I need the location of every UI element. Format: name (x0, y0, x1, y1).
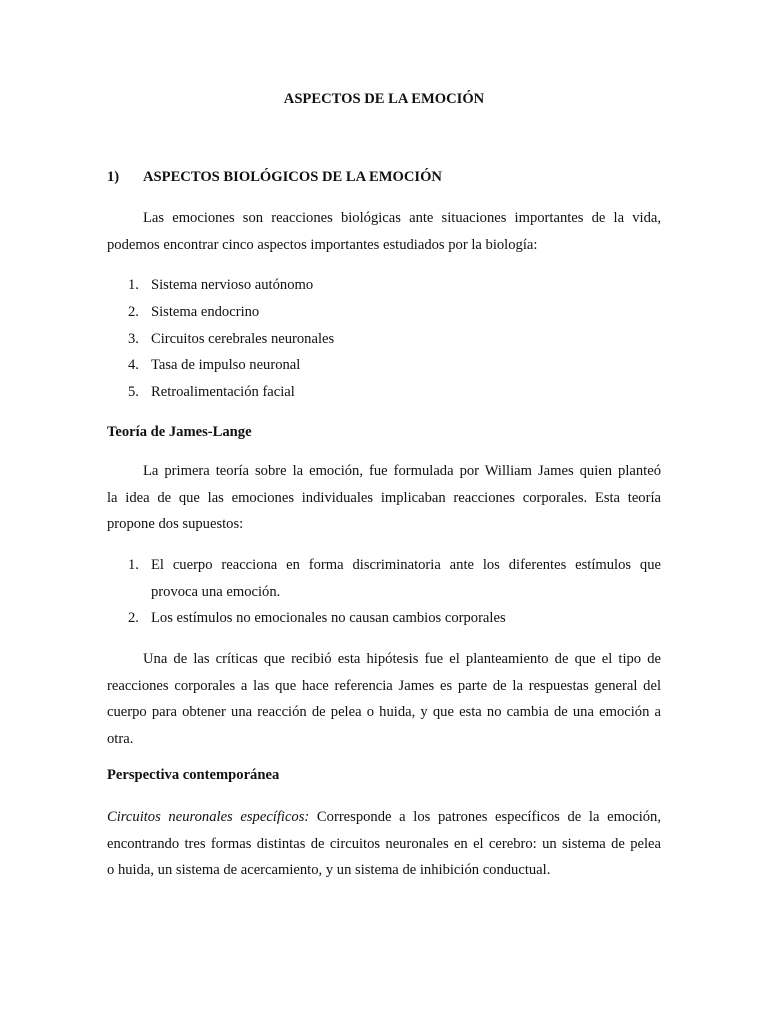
paragraph-line: encontrando tres formas distintas de circuitos neuronales en el cerebro: un sistema de pelea (107, 835, 661, 852)
list-number: 1. (128, 277, 139, 293)
list-item (128, 299, 259, 326)
list-item (128, 605, 506, 632)
list-number: 4. (128, 357, 139, 373)
list-number: 3. (128, 330, 139, 347)
list-item (128, 272, 313, 299)
paragraph-line: cuerpo para obtener una reacción de pelea o huida, y que esta no cambia de una emoción a (107, 704, 661, 720)
paragraph-line: podemos encontrar cinco aspectos importantes estudiados por la biología: (107, 236, 538, 253)
list-text: El cuerpo reacciona en forma discriminatoria ante los diferentes estímulos que (151, 557, 661, 573)
list-item (128, 352, 300, 379)
paragraph-line: reacciones corporales a las que hace referencia James es parte de la respuestas general del (107, 677, 661, 694)
paragraph-line: otra. (107, 730, 134, 747)
list-text: Sistema endocrino (151, 304, 260, 320)
list-number: 5. (128, 383, 139, 400)
subheading-contemporary: Perspectiva contemporánea (107, 767, 280, 783)
list-number: 2. (128, 610, 139, 626)
page-title: ASPECTOS DE LA EMOCIÓN (283, 91, 485, 107)
section-heading-text: ASPECTOS BIOLÓGICOS DE LA EMOCIÓN (143, 169, 442, 185)
paragraph-line (107, 804, 661, 831)
list-text: Sistema nervioso autónomo (151, 277, 314, 293)
james-lange-paragraph (107, 458, 661, 538)
section-heading (107, 169, 442, 186)
paragraph-line: Una de las críticas que recibió esta hipótesis fue el planteamiento de que el tipo de (143, 651, 661, 667)
paragraph-line: o huida, un sistema de acercamiento, y un sistema de inhibición conductual. (107, 862, 551, 878)
section-number: 1) (107, 169, 120, 185)
intro-paragraph (107, 205, 661, 258)
paragraph-line: la idea de que las emociones individuales implicaban reacciones corporales. Esta teoría (107, 489, 661, 506)
paragraph-line: La primera teoría sobre la emoción, fue formulada por William James quien planteó (143, 463, 661, 479)
list-item (128, 379, 295, 406)
italic-term: Circuitos neuronales específicos: (107, 809, 310, 825)
subheading-james-lange: Teoría de James-Lange (107, 424, 252, 440)
list-text-continuation: provoca una emoción. (151, 583, 281, 600)
list-item (128, 552, 151, 579)
paragraph-line: propone dos supuestos: (107, 516, 244, 532)
contemporary-paragraph (107, 804, 661, 884)
list-item (128, 326, 334, 353)
line-rest: Corresponde a los patrones específicos de la emoción, (309, 809, 662, 825)
list-text: Circuitos cerebrales neuronales (151, 330, 335, 347)
list-number: 1. (128, 557, 139, 573)
list-text: Tasa de impulso neuronal (151, 357, 301, 373)
critique-paragraph (107, 646, 661, 752)
paragraph-line: Las emociones son reacciones biológicas ante situaciones importantes de la vida, (143, 210, 661, 226)
list-text: Los estímulos no emocionales no causan cambios corporales (151, 610, 506, 626)
list-number: 2. (128, 304, 139, 320)
list-text: Retroalimentación facial (151, 383, 295, 400)
